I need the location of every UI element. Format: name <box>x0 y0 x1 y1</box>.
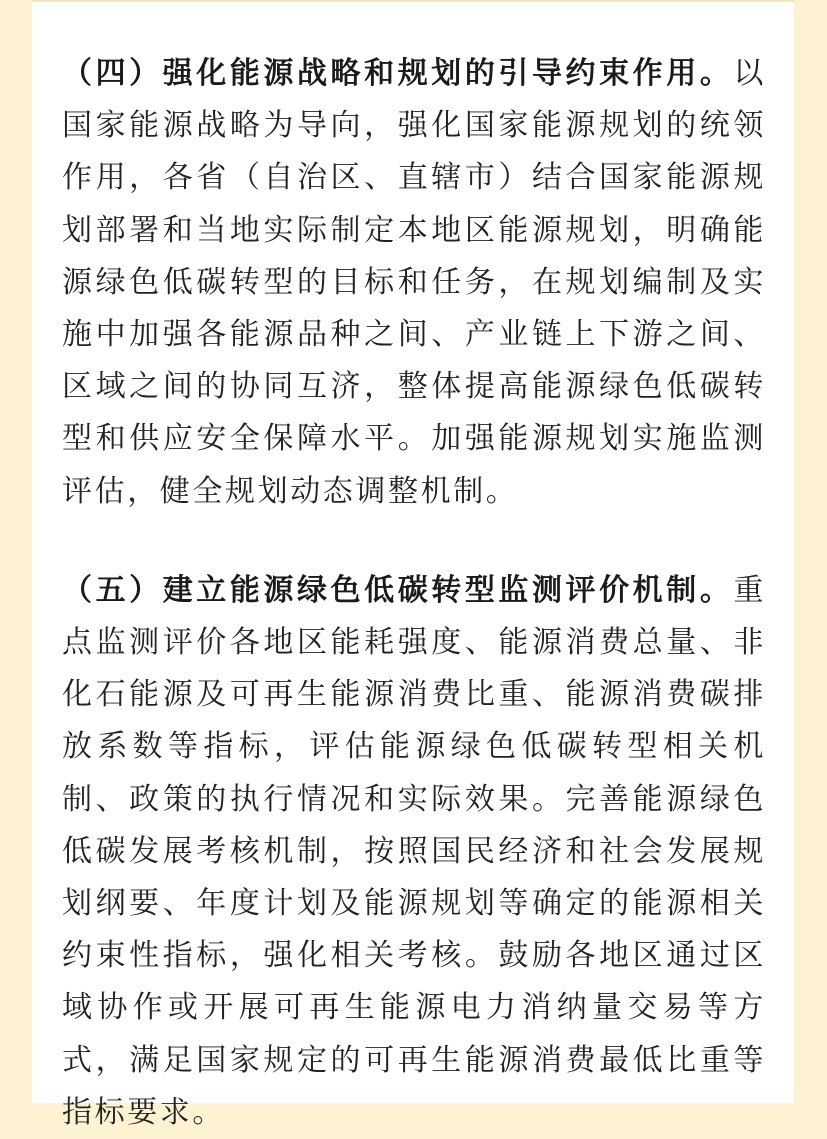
article-card <box>32 2 794 1130</box>
section-five <box>62 565 766 1139</box>
section-five-heading: （五）建立能源绿色低碳转型监测评价机制。 <box>62 572 734 608</box>
section-five-body: 重点监测评价各地区能耗强度、能源消费总量、非化石能源及可再生能源消费比重、能源消费碳排放系数等指标，评估能源绿色低碳转型相关机制、政策的执行情况和实际效果。完善能源绿色低碳发展考核机制，按照国民经济和社会发展规划纲要、年度计划及能源规划等确定的能源相关约束性指标，强化相关考核。鼓励各地区通过区域协作或开展可再生能源电力消纳量交易等方式，满足国家规定的可再生能源消费最低比重等指标要求。 <box>62 572 766 1130</box>
section-four-body: 以国家能源战略为导向，强化国家能源规划的统领作用，各省（自治区、直辖市）结合国家能源规划部署和当地实际制定本地区能源规划，明确能源绿色低碳转型的目标和任务，在规划编制及实施中加强各能源品种之间、产业链上下游之间、区域之间的协同互济，整体提高能源绿色低碳转型和供应安全保障水平。加强能源规划实施监测评估，健全规划动态调整机制。 <box>62 56 766 509</box>
section-four-heading: （四）强化能源战略和规划的引导约束作用。 <box>62 56 734 91</box>
section-four <box>62 48 766 518</box>
